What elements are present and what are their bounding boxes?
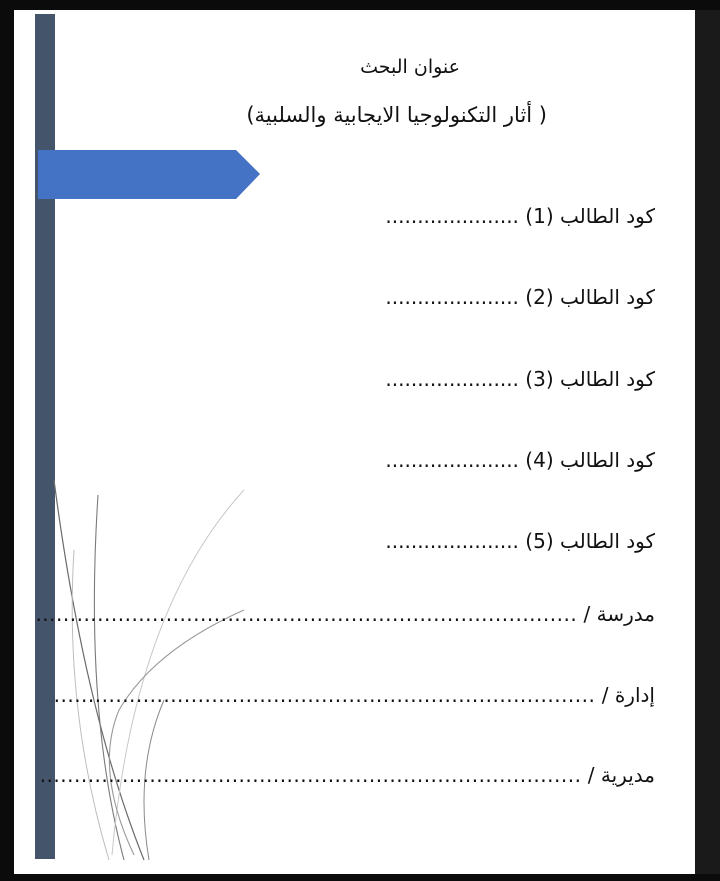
fill-line: ............................................................................... [53, 683, 596, 707]
directorate-field [39, 763, 655, 787]
arrow-tab [38, 150, 260, 199]
page-edge-shadow [695, 10, 720, 874]
fill-line: ............................................................................... [39, 763, 582, 787]
research-title-label: عنوان البحث [360, 56, 460, 78]
school-field [35, 602, 655, 626]
student-code-1 [385, 204, 655, 228]
student-code-4 [385, 448, 655, 472]
fill-line: ............................................................................... [35, 602, 578, 626]
student-code-3 [385, 367, 655, 391]
administration-label: إدارة / [601, 683, 655, 707]
fill-line: ..................... [385, 367, 519, 391]
administration-field [53, 683, 655, 707]
student-code-5 [385, 529, 655, 553]
fill-line: ..................... [385, 529, 519, 553]
document-page [14, 10, 695, 874]
student-code-label: كود الطالب (4) [525, 448, 655, 472]
student-code-label: كود الطالب (1) [525, 204, 655, 228]
directorate-label: مديرية / [587, 763, 655, 787]
student-code-2 [385, 285, 655, 309]
side-bar [35, 14, 55, 859]
student-code-label: كود الطالب (5) [525, 529, 655, 553]
student-code-label: كود الطالب (3) [525, 367, 655, 391]
decorative-curves [14, 10, 695, 874]
student-code-label: كود الطالب (2) [525, 285, 655, 309]
fill-line: ..................... [385, 285, 519, 309]
fill-line: ..................... [385, 204, 519, 228]
fill-line: ..................... [385, 448, 519, 472]
research-title: ( أثار التكنولوجيا الايجابية والسلبية) [246, 103, 547, 127]
school-label: مدرسة / [583, 602, 655, 626]
